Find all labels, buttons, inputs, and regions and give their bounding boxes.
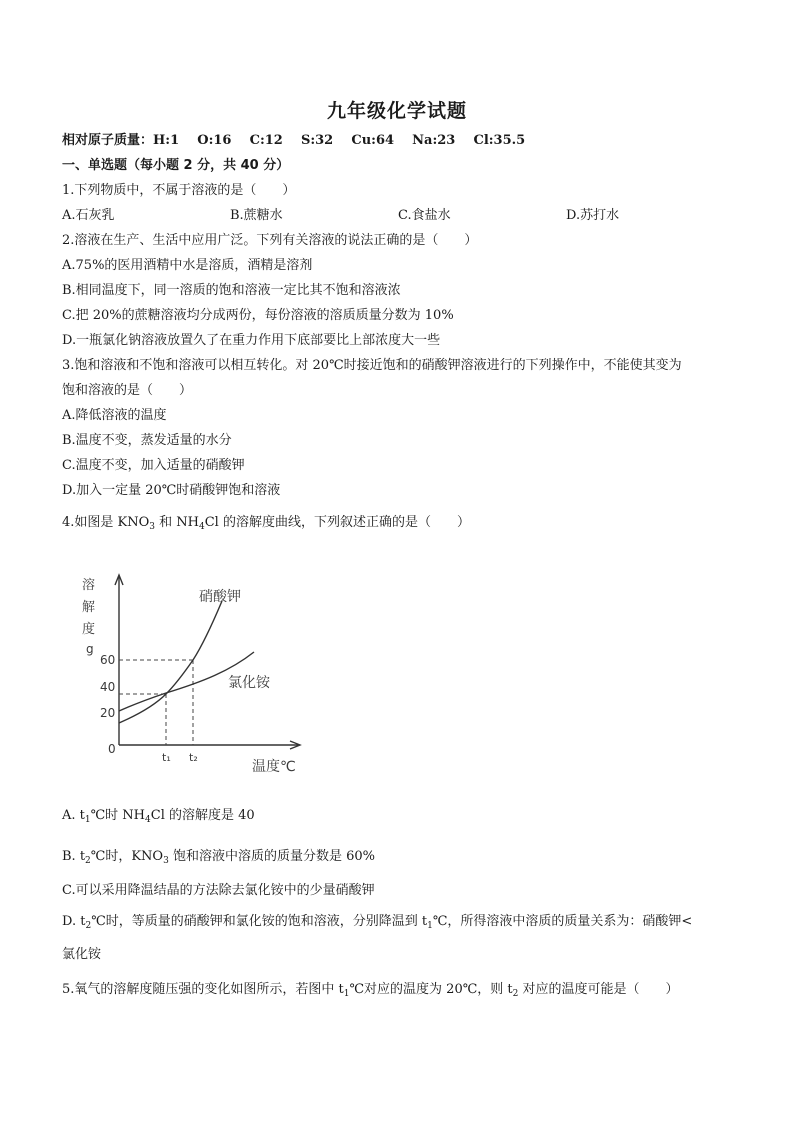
solubility-chart [62, 565, 312, 780]
question-2-option-b: B.相同温度下，同一溶质的饱和溶液一定比其不饱和溶液浓 [62, 283, 401, 298]
question-1-option-d: D.苏打水 [566, 208, 620, 223]
option-part: Cl 的溶解度是 40 [150, 808, 255, 823]
question-1-stem: 1.下列物质中，不属于溶液的是（ ） [62, 183, 296, 198]
y-label-char: g [86, 642, 94, 656]
question-4-option-b [62, 848, 375, 866]
question-2-option-d: D.一瓶氯化钠溶液放置久了在重力作用下底部要比上部浓度大一些 [62, 333, 441, 348]
question-4-option-d [62, 913, 692, 931]
question-2-option-c: C.把 20%的蔗糖溶液均分成两份，每份溶液的溶质质量分数为 10% [62, 308, 454, 323]
option-part: ℃，所得溶液中溶质的质量关系为：硝酸钾< [432, 914, 693, 929]
y-tick-20: 20 [100, 706, 116, 720]
atomic-mass-item: Na:23 [412, 133, 456, 148]
question-4-option-a [62, 807, 255, 825]
atomic-mass-line [62, 132, 525, 150]
subscript: 2 [512, 989, 519, 999]
question-2-option-a: A.75%的医用酒精中水是溶质，酒精是溶剂 [62, 258, 313, 273]
atomic-mass-item: O:16 [197, 133, 232, 148]
subscript: 4 [145, 815, 151, 825]
x-tick-t1: t₁ [162, 751, 171, 764]
question-5-stem [62, 981, 679, 999]
question-1-option-a: A.石灰乳 [62, 208, 115, 223]
atomic-mass-item: Cl:35.5 [473, 133, 526, 148]
series-kno3-label: 硝酸钾 [199, 589, 241, 605]
subscript: 1 [343, 989, 350, 999]
stem-part: ℃对应的温度为 20℃，则 t [349, 982, 513, 997]
question-3-option-d: D.加入一定量 20℃时硝酸钾饱和溶液 [62, 483, 281, 498]
y-label-char: 解 [82, 600, 96, 615]
y-tick-40: 40 [100, 680, 116, 694]
subscript: 3 [163, 856, 169, 866]
page-title: 九年级化学试题 [326, 100, 467, 122]
stem-part: 对应的温度可能是（ ） [518, 982, 679, 997]
question-3-stem-line2: 饱和溶液的是（ ） [62, 383, 193, 398]
option-part: A. t [62, 808, 85, 823]
question-1-option-c: C.食盐水 [398, 208, 451, 223]
option-part: ℃时，KNO [90, 849, 164, 864]
question-4-option-c: C.可以采用降温结晶的方法除去氯化铵中的少量硝酸钾 [62, 883, 375, 898]
y-tick-60: 60 [100, 653, 116, 667]
atomic-mass-label: 相对原子质量： [62, 133, 154, 148]
question-3-stem-line1: 3.饱和溶液和不饱和溶液可以相互转化。对 20℃时接近饱和的硝酸钾溶液进行的下列操作中，不能使其变为 [62, 358, 682, 373]
atomic-mass-item: H:1 [153, 133, 180, 148]
question-4-stem [62, 514, 470, 532]
stem-part: 4.如图是 KNO [62, 515, 150, 530]
subscript: 1 [84, 815, 91, 825]
question-4-option-d-line2: 氯化铵 [62, 947, 102, 962]
option-part: B. t [62, 849, 86, 864]
option-part: D. t [62, 914, 86, 929]
y-label-char: 溶 [82, 578, 96, 593]
stem-part: 5.氧气的溶解度随压强的变化如图所示，若图中 t [62, 982, 344, 997]
atomic-mass-item: C:12 [249, 133, 283, 148]
subscript: 2 [85, 921, 92, 931]
question-3-option-c: C.温度不变，加入适量的硝酸钾 [62, 458, 245, 473]
section-heading: 一、单选题（每小题 2 分，共 40 分） [62, 158, 290, 173]
solubility-chart-svg [62, 565, 312, 780]
question-3-option-b: B.温度不变，蒸发适量的水分 [62, 433, 232, 448]
subscript: 3 [149, 522, 156, 532]
y-label-char: 度 [82, 622, 96, 637]
question-2-stem: 2.溶液在生产、生活中应用广泛。下列有关溶液的说法正确的是（ ） [62, 233, 478, 248]
series-nh4cl-label: 氯化铵 [228, 675, 270, 691]
option-part: ℃时 NH [90, 808, 146, 823]
subscript: 1 [427, 921, 433, 931]
question-1-option-b: B.蔗糖水 [230, 208, 283, 223]
option-part: ℃时，等质量的硝酸钾和氯化铵的饱和溶液，分别降温到 t [91, 914, 428, 929]
atomic-mass-item: Cu:64 [351, 133, 395, 148]
subscript: 2 [85, 856, 91, 866]
stem-part: Cl 的溶解度曲线，下列叙述正确的是（ ） [204, 515, 470, 530]
question-3-option-a: A.降低溶液的温度 [62, 408, 167, 423]
stem-part: 和 NH [155, 515, 199, 530]
x-axis-label: 温度℃ [252, 759, 296, 775]
atomic-mass-item: S:32 [300, 133, 334, 148]
subscript: 4 [199, 522, 205, 532]
x-tick-t2: t₂ [189, 751, 198, 764]
option-part: 饱和溶液中溶质的质量分数是 60% [168, 849, 375, 864]
origin-label: 0 [108, 742, 116, 756]
